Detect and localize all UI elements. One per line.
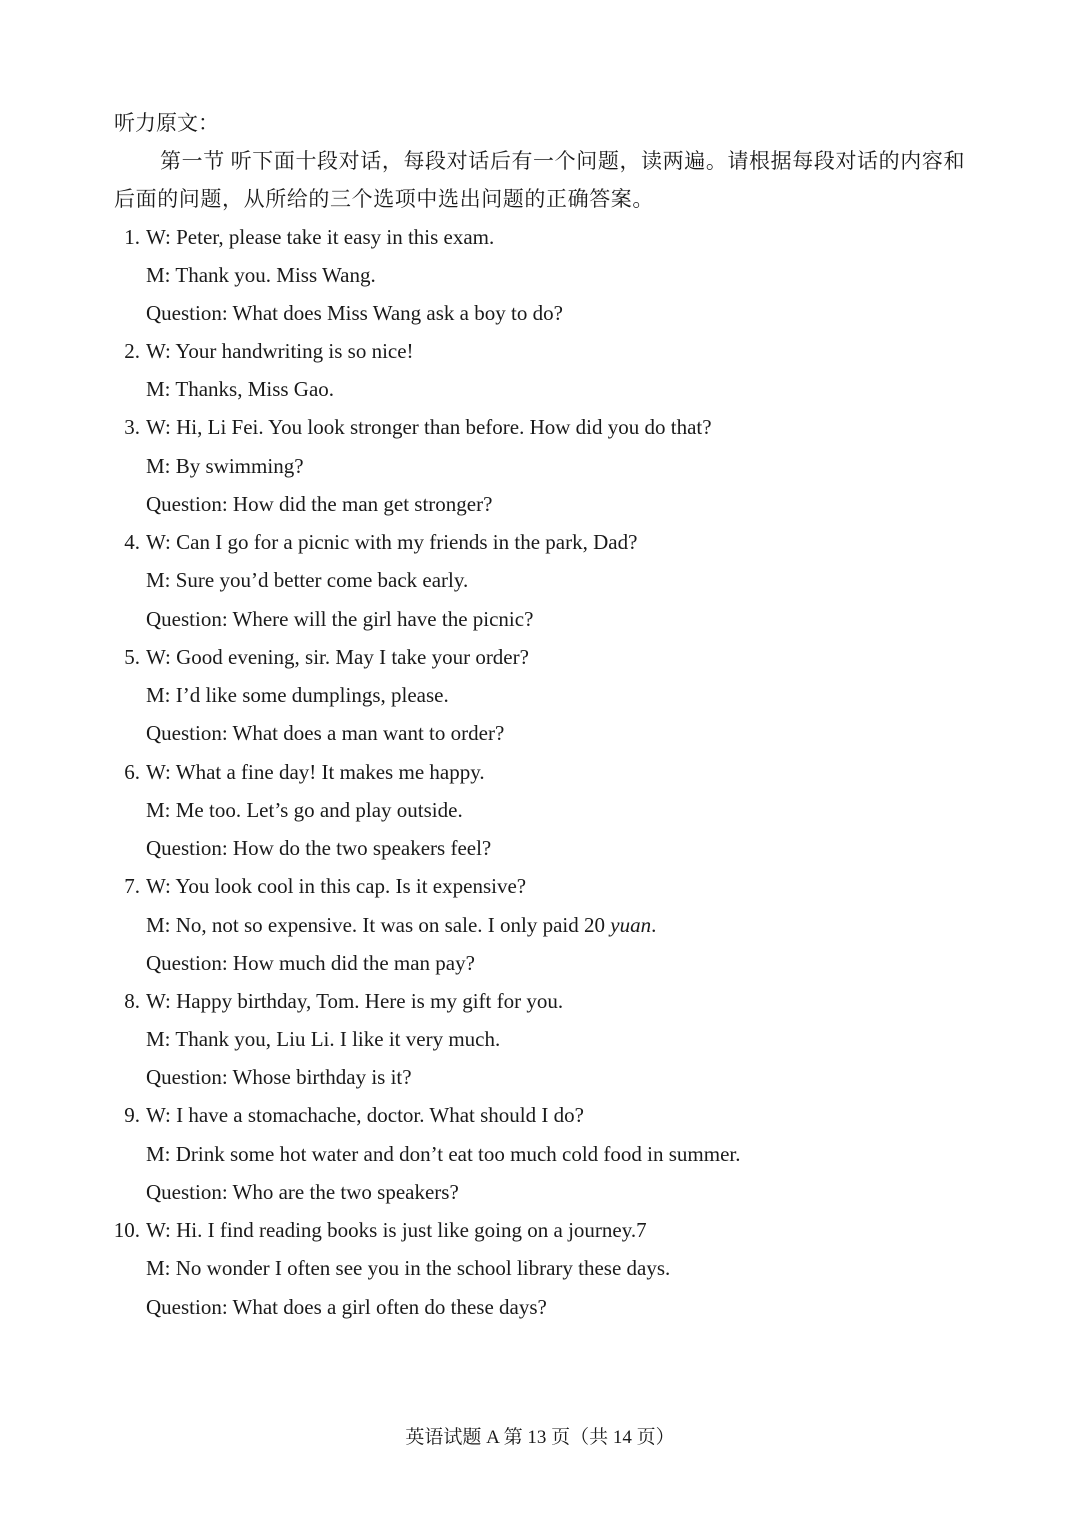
dialogue-number: 8. [124,989,140,1013]
section-intro-line-1: 第一节 听下面十段对话，每段对话后有一个问题，读两遍。请根据每段对话的内容和 [160,149,966,173]
section-heading: 听力原文： [114,111,219,135]
dialogue-number: 10. [113,1218,140,1242]
dialogue-number: 2. [124,339,140,363]
man-line: M: No wonder I often see you in the school library these days. [146,1256,671,1280]
woman-line: W: What a fine day! It makes me happy. [146,760,485,784]
man-line: M: By swimming? [146,454,304,478]
man-line: M: Thank you. Miss Wang. [146,263,376,287]
man-line-text: M: No, not so expensive. It was on sale. I only paid 20 [146,913,611,937]
woman-line: W: Can I go for a picnic with my friends in the park, Dad? [146,530,638,554]
question-line: Question: Who are the two speakers? [146,1180,459,1204]
woman-line: W: Your handwriting is so nice! [146,339,414,363]
question-line: Question: How much did the man pay? [146,951,475,975]
woman-line: W: Good evening, sir. May I take your order? [146,645,529,669]
question-line: Question: Where will the girl have the picnic? [146,607,534,631]
woman-line: W: Hi. I find reading books is just like going on a journey.7 [146,1218,647,1242]
question-line: Question: What does a girl often do these days? [146,1295,547,1319]
question-line: Question: What does a man want to order? [146,721,505,745]
dialogue-number: 1. [124,225,140,249]
man-line-end: . [651,913,657,937]
question-line: Question: How do the two speakers feel? [146,836,492,860]
dialogue-number: 9. [124,1103,140,1127]
woman-line: W: You look cool in this cap. Is it expensive? [146,874,527,898]
dialogue-number: 4. [124,530,140,554]
question-line: Question: Whose birthday is it? [146,1065,412,1089]
woman-line: W: Happy birthday, Tom. Here is my gift for you. [146,989,564,1013]
question-line: Question: What does Miss Wang ask a boy to do? [146,301,563,325]
dialogue-number: 7. [124,874,140,898]
woman-line: W: Hi, Li Fei. You look stronger than before. How did you do that? [146,415,712,439]
section-intro-line-2: 后面的问题，从所给的三个选项中选出问题的正确答案。 [114,187,654,211]
man-line: M: Drink some hot water and don’t eat too much cold food in summer. [146,1142,741,1166]
man-line [146,912,656,938]
dialogue-number: 3. [124,415,140,439]
page-footer: 英语试题 A 第 13 页（共 14 页） [405,1427,675,1448]
woman-line: W: Peter, please take it easy in this exam. [146,225,495,249]
man-line: M: Thanks, Miss Gao. [146,377,335,401]
man-line: M: Thank you, Liu Li. I like it very much. [146,1027,501,1051]
currency-unit: yuan [610,913,652,937]
question-line: Question: How did the man get stronger? [146,492,493,516]
man-line: M: I’d like some dumplings, please. [146,683,449,707]
man-line: M: Me too. Let’s go and play outside. [146,798,463,822]
dialogue-number: 5. [124,645,140,669]
woman-line: W: I have a stomachache, doctor. What should I do? [146,1103,584,1127]
man-line: M: Sure you’d better come back early. [146,568,469,592]
dialogue-number: 6. [124,760,140,784]
